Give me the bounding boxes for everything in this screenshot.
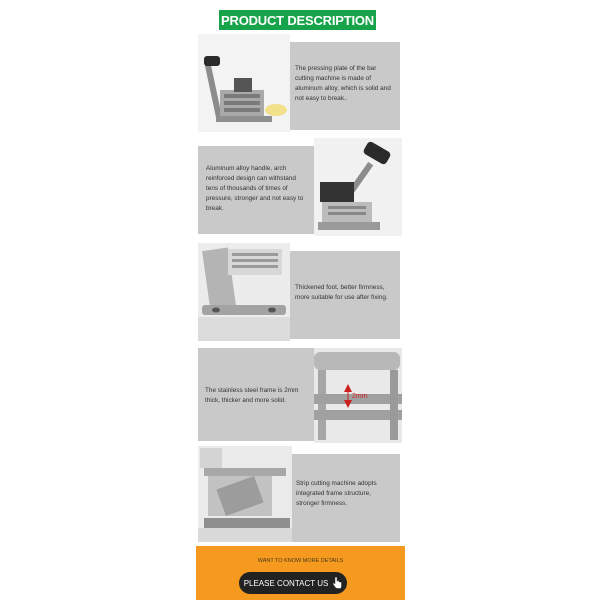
product-photo-pressing-plate: [198, 34, 290, 132]
feature-panel-frame: [198, 348, 402, 443]
more-details-note: WANT TO KNOW MORE DETAILS: [257, 558, 344, 564]
product-photo-frame: [314, 348, 402, 443]
product-photo-integrated-frame: [198, 446, 292, 542]
pointer-hand-icon: [332, 577, 342, 589]
feature-description: Thickened foot, better firmness, more suitable for use after fixing.: [295, 284, 388, 301]
feature-panel-pressing-plate: [198, 34, 402, 132]
feature-description: The stainless steel frame is 2mm thick, thicker and more solid.: [205, 387, 299, 404]
feature-description: The pressing plate of the bar cutting machine is made of aluminum alloy, which is solid and not easy to break..: [295, 65, 391, 102]
contact-us-button[interactable]: [239, 572, 347, 594]
product-photo-handle: [314, 138, 402, 236]
feature-description: Strip cutting machine adopts integrated frame structure, stronger firmness.: [296, 480, 377, 507]
feature-panel-foot: [198, 243, 402, 341]
feature-panel-integrated-frame: [198, 446, 402, 542]
feature-panel-handle: [198, 138, 402, 236]
contact-banner: [196, 546, 405, 600]
feature-description: Aluminum alloy handle, arch reinforced design can withstand tens of thousands of times of pressure, stronger and not easy to break.: [206, 165, 304, 212]
page-title: PRODUCT DESCRIPTION: [219, 10, 376, 30]
product-photo-foot: [198, 243, 290, 341]
contact-us-label: PLEASE CONTACT US: [243, 578, 329, 588]
thickness-label: 2mm: [352, 393, 368, 400]
